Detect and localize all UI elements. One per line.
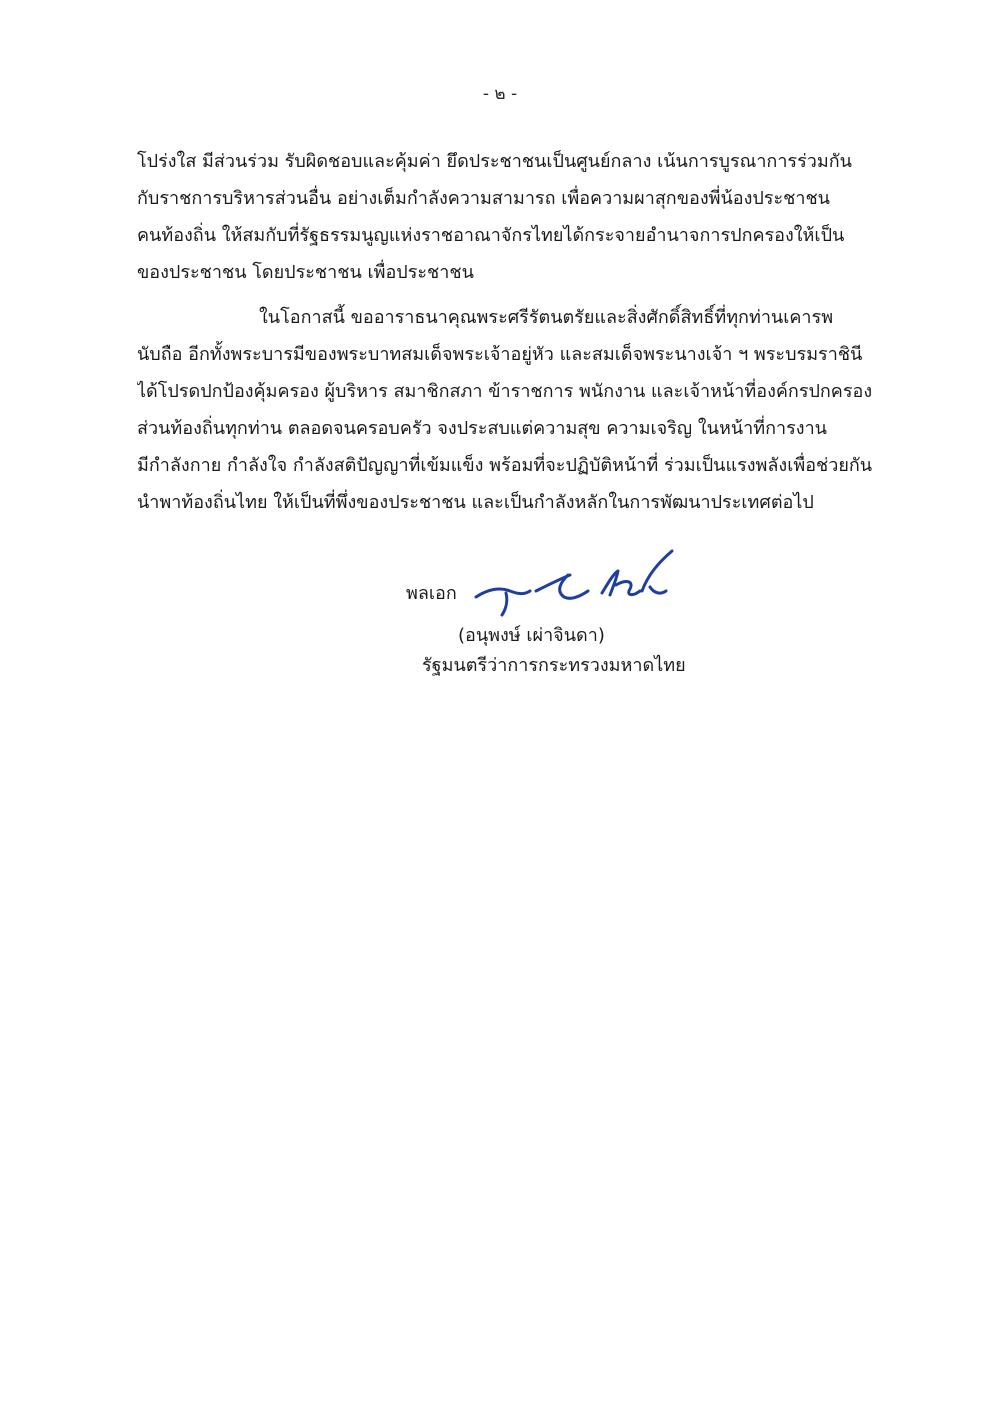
paragraph-line: ได้โปรดปกป้องคุ้มครอง ผู้บริหาร สมาชิกสภา ข้าราชการ พนักงาน และเจ้าหน้าที่องค์กรปกครอง bbox=[137, 381, 873, 402]
paragraph-2 bbox=[137, 299, 902, 521]
signature-stroke bbox=[642, 551, 672, 591]
paragraph-line: ในโอกาสนี้ ขออาราธนาคุณพระศรีรัตนตรัยและสิ่งศักดิ์สิทธิ์ที่ทุกท่านเคารพ bbox=[259, 307, 834, 328]
signature-block bbox=[400, 545, 720, 685]
paragraph-line: คนท้องถิ่น ให้สมกับที่รัฐธรรมนูญแห่งราชอาณาจักรไทยได้กระจายอำนาจการปกครองให้เป็น bbox=[137, 225, 845, 246]
signature-stroke bbox=[602, 571, 618, 595]
paragraph-line: โปร่งใส มีส่วนร่วม รับผิดชอบและคุ้มค่า ยึดประชาชนเป็นศูนย์กลาง เน้นการบูรณาการร่วมกัน bbox=[137, 151, 852, 172]
paragraph-line: นับถือ อีกทั้งพระบารมีของพระบาทสมเด็จพระเจ้าอยู่หัว และสมเด็จพระนางเจ้า ฯ พระบรมราชินี bbox=[137, 344, 863, 365]
signer-title: รัฐมนตรีว่าการกระทรวงมหาดไทย bbox=[422, 655, 686, 676]
signer-name: (อนุพงษ์ เผ่าจินดา) bbox=[458, 625, 605, 646]
paragraph-line: กับราชการบริหารส่วนอื่น อย่างเต็มกำลังความสามารถ เพื่อความผาสุกของพี่น้องประชาชน bbox=[137, 188, 830, 209]
handwritten-signature bbox=[466, 545, 686, 617]
paragraph-line: ส่วนท้องถิ่นทุกท่าน ตลอดจนครอบครัว จงประสบแต่ความสุข ความเจริญ ในหน้าที่การงาน bbox=[137, 418, 827, 439]
signature-stroke bbox=[476, 589, 530, 597]
signature-stroke bbox=[650, 587, 666, 593]
signature-stroke bbox=[560, 575, 588, 598]
paragraph-1 bbox=[137, 143, 902, 291]
paragraph-line: มีกำลังกาย กำลังใจ กำลังสติปัญญาที่เข้มแข็ง พร้อมที่จะปฏิบัติหน้าที่ ร่วมเป็นแรงพลังเพื่อช่วยกัน bbox=[137, 455, 873, 476]
page-number: - ๒ - bbox=[482, 84, 518, 104]
signer-rank: พลเอก bbox=[406, 583, 457, 604]
paragraph-line: นำพาท้องถิ่นไทย ให้เป็นที่พึ่งของประชาชน และเป็นกำลังหลักในการพัฒนาประเทศต่อไป bbox=[137, 492, 814, 513]
signature-stroke bbox=[502, 593, 507, 615]
signature-stroke bbox=[616, 582, 640, 595]
paragraph-line: ของประชาชน โดยประชาชน เพื่อประชาชน bbox=[137, 262, 474, 283]
